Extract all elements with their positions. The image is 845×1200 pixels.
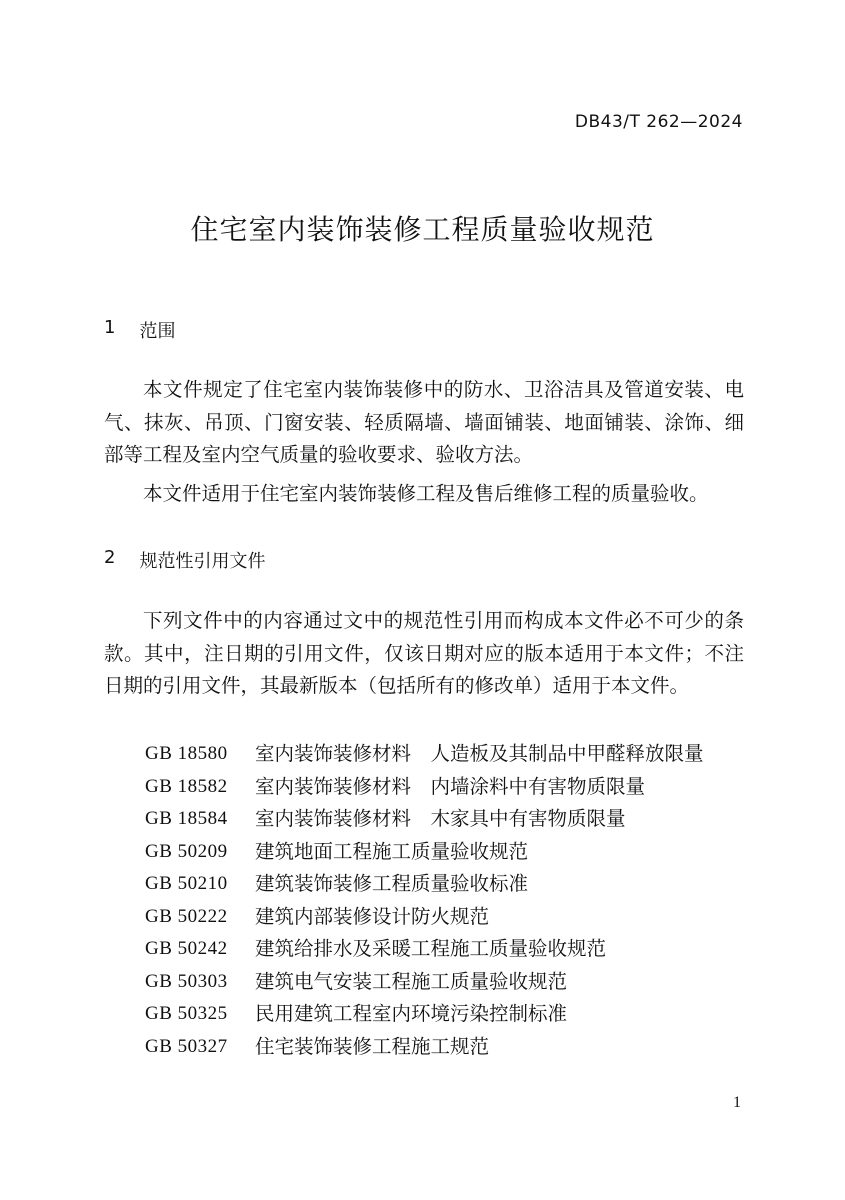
section-title: 规范性引用文件 — [139, 551, 266, 572]
section-heading-scope — [104, 317, 175, 343]
reference-code: GB 50242 — [145, 938, 228, 959]
document-code: DB43/T 262—2024 — [574, 112, 743, 132]
section-number: 1 — [104, 317, 116, 338]
reference-code: GB 50325 — [145, 1003, 228, 1024]
reference-code: GB 50210 — [145, 873, 228, 894]
reference-code: GB 50327 — [145, 1035, 228, 1057]
section-heading-normative-references — [104, 547, 265, 573]
section-number: 2 — [104, 547, 116, 568]
reference-title: 住宅装饰装修工程施工规范 — [255, 1034, 490, 1058]
scope-paragraph-2: 本文件适用于住宅室内装饰装修工程及售后维修工程的质量验收。 — [143, 482, 709, 505]
reference-code: GB 18580 — [145, 743, 228, 764]
references-intro-paragraph: 下列文件中的内容通过文中的规范性引用而构成本文件必不可少的条款。其中，注日期的引用文件，仅该日期对应的版本适用于本文件；不注日期的引用文件，其最新版本（包括所有的修改单）适用于本文件。 — [104, 609, 744, 697]
reference-item — [145, 933, 704, 966]
reference-code: GB 50209 — [145, 840, 228, 862]
reference-title: 建筑给排水及采暖工程施工质量验收规范 — [255, 937, 607, 960]
reference-item — [145, 836, 704, 869]
reference-title: 建筑内部装修设计防火规范 — [255, 904, 490, 928]
reference-item — [145, 868, 704, 901]
reference-item — [145, 738, 704, 771]
reference-item — [145, 966, 704, 999]
reference-code: GB 18584 — [145, 808, 228, 829]
section-title: 范围 — [139, 321, 176, 342]
reference-list — [145, 738, 704, 1063]
reference-item — [145, 803, 704, 836]
reference-title: 民用建筑工程室内环境污染控制标准 — [255, 1002, 568, 1025]
scope-paragraph-1: 本文件规定了住宅室内装饰装修中的防水、卫浴洁具及管道安装、电气、抹灰、吊顶、门窗安装、轻质隔墙、墙面铺装、地面铺装、涂饰、细部等工程及室内空气质量的验收要求、验收方法。 — [104, 378, 744, 466]
reference-title: 建筑装饰装修工程质量验收标准 — [255, 872, 529, 895]
reference-title: 建筑地面工程施工质量验收规范 — [255, 839, 529, 863]
reference-item — [145, 1031, 704, 1064]
page-number: 1 — [733, 1094, 741, 1111]
reference-code: GB 50303 — [145, 970, 228, 992]
reference-item — [145, 998, 704, 1031]
reference-code: GB 18582 — [145, 775, 228, 797]
reference-title: 建筑电气安装工程施工质量验收规范 — [255, 969, 568, 993]
reference-code: GB 50222 — [145, 905, 228, 927]
reference-item — [145, 771, 704, 804]
reference-title: 室内装饰装修材料 人造板及其制品中甲醛释放限量 — [255, 742, 704, 765]
reference-title: 室内装饰装修材料 木家具中有害物质限量 — [255, 807, 626, 830]
document-title: 住宅室内装饰装修工程质量验收规范 — [190, 213, 655, 246]
reference-title: 室内装饰装修材料 内墙涂料中有害物质限量 — [255, 774, 646, 798]
reference-item — [145, 901, 704, 934]
